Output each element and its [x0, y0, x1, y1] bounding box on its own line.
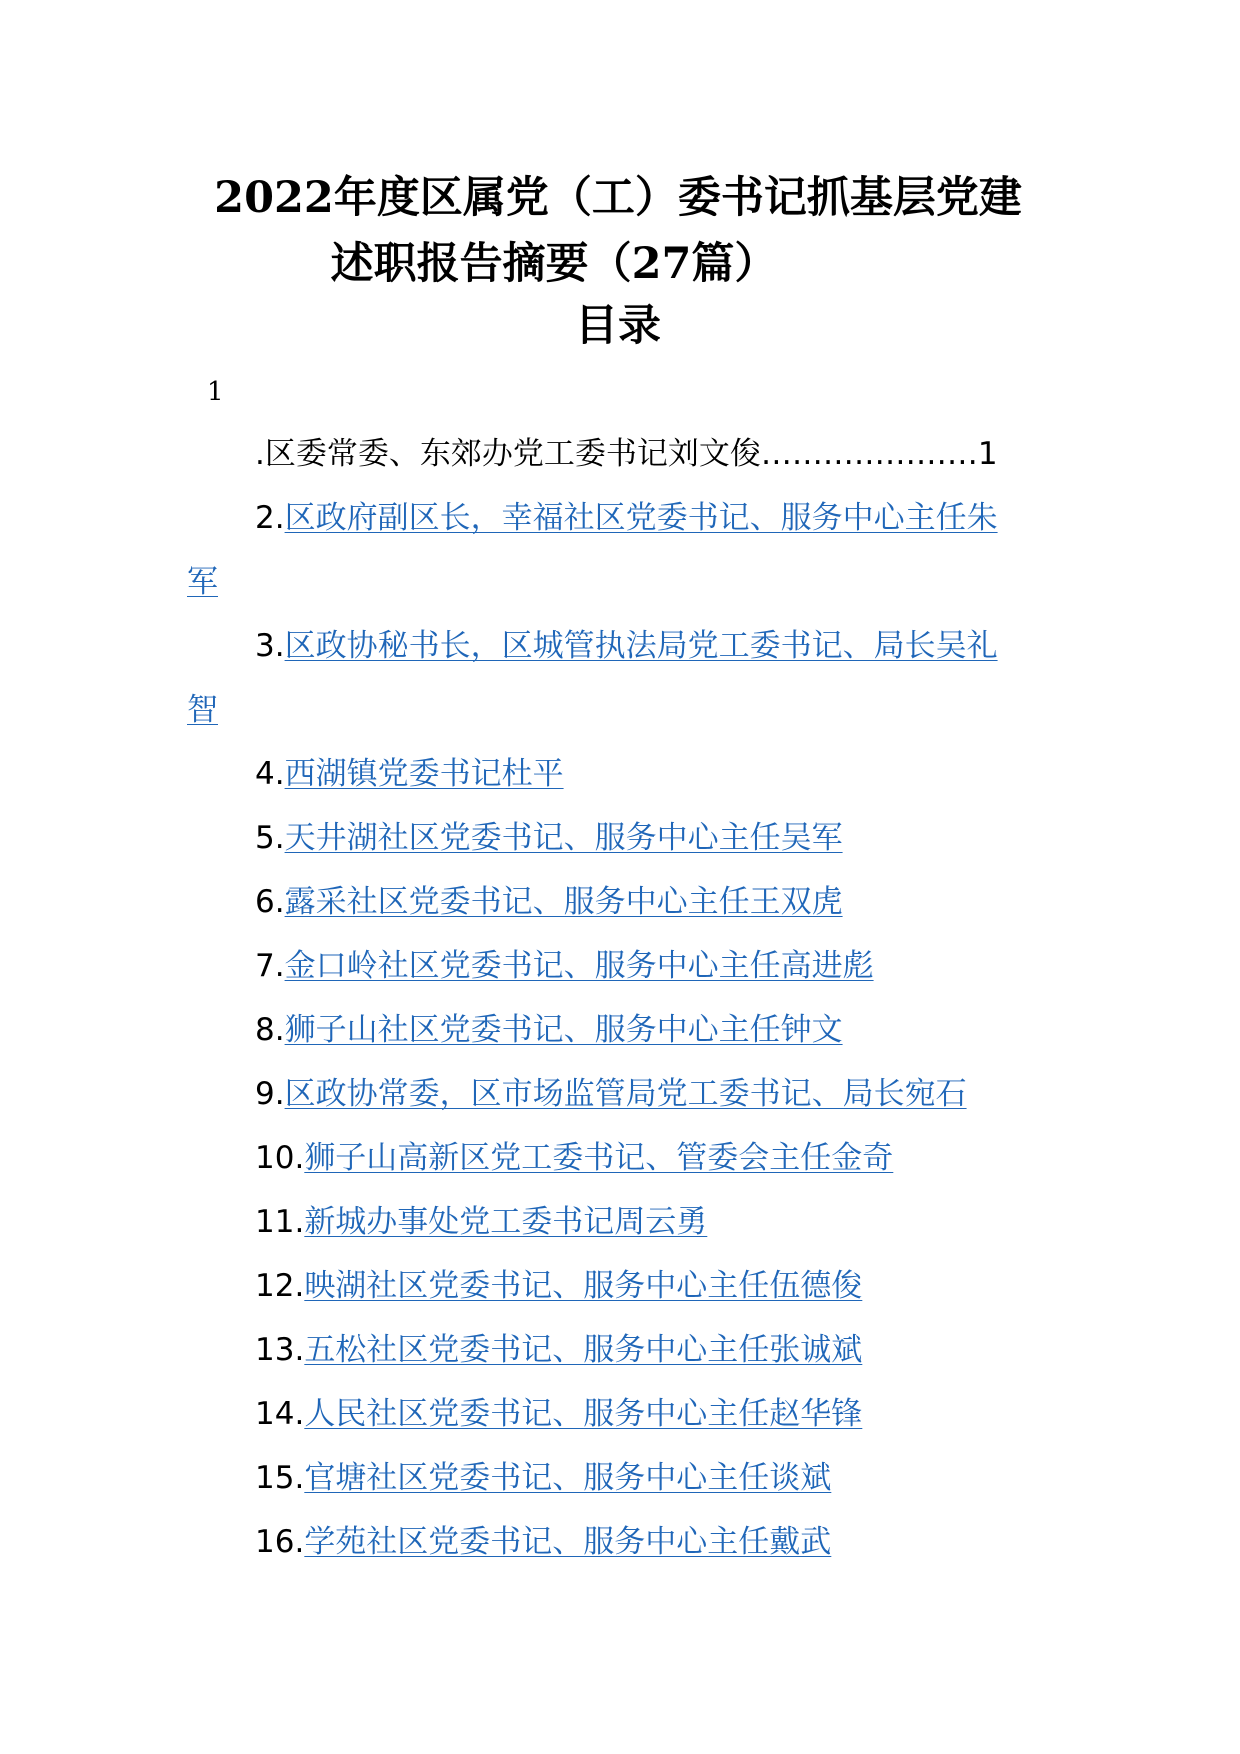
toc-entry-number: 10.	[255, 1140, 305, 1176]
toc-entry-number: 14.	[255, 1396, 305, 1432]
toc-link[interactable]: 露采社区党委书记、服务中心主任王双虎	[284, 884, 843, 920]
toc-entry-number: 6.	[255, 884, 285, 920]
toc-entry-2-continuation[interactable]	[187, 550, 1057, 614]
toc-entry-number: 13.	[255, 1332, 305, 1368]
toc-entry-12[interactable]	[187, 1318, 1125, 1382]
toc-link[interactable]: 学苑社区党委书记、服务中心主任戴武	[304, 1524, 832, 1560]
toc-link[interactable]: 金口岭社区党委书记、服务中心主任高进彪	[284, 948, 874, 984]
toc-link[interactable]: 区政府副区长，幸福社区党委书记、服务中心主任朱	[284, 500, 998, 536]
toc-link[interactable]: 区政协秘书长，区城管执法局党工委书记、局长吴礼	[284, 628, 998, 664]
toc-entry-4[interactable]	[187, 806, 1125, 870]
toc-entry-3-continuation[interactable]	[187, 678, 1057, 742]
toc-entry-3[interactable]	[187, 614, 1125, 678]
toc-entry-11[interactable]	[187, 1254, 1125, 1318]
toc-entry-number: 12.	[255, 1268, 305, 1304]
toc-entry-15[interactable]	[187, 1510, 1125, 1574]
toc-entry-number: 15.	[255, 1460, 305, 1496]
toc-entry-10[interactable]	[187, 1190, 1125, 1254]
toc-entry-number: 7.	[255, 948, 285, 984]
toc-entry-5[interactable]	[187, 870, 1125, 934]
toc-entry-number: 11.	[255, 1204, 305, 1240]
document-title-line2: 述职报告摘要（27篇）	[330, 239, 778, 289]
toc-page-number: 1	[977, 436, 998, 472]
toc-link[interactable]: 官塘社区党委书记、服务中心主任谈斌	[304, 1460, 832, 1496]
toc-link[interactable]: 天井湖社区党委书记、服务中心主任吴军	[284, 820, 843, 856]
toc-link[interactable]: 新城办事处党工委书记周云勇	[304, 1204, 708, 1240]
toc-link[interactable]: 映湖社区党委书记、服务中心主任伍德俊	[304, 1268, 863, 1304]
toc-link[interactable]: 西湖镇党委书记杜平	[284, 756, 564, 792]
toc-link[interactable]: 狮子山高新区党工委书记、管委会主任金奇	[304, 1140, 894, 1176]
toc-link[interactable]: 狮子山社区党委书记、服务中心主任钟文	[284, 1012, 843, 1048]
toc-link[interactable]: 区政协常委，区市场监管局党工委书记、局长宛石	[284, 1076, 967, 1112]
toc-entry-number: 8.	[255, 1012, 285, 1048]
toc-entry-2[interactable]	[187, 486, 1125, 550]
toc-entry-number: 2.	[255, 500, 285, 536]
toc-entry-14[interactable]	[187, 1446, 1125, 1510]
toc-heading: 目录	[575, 301, 661, 351]
toc-entry-6[interactable]	[187, 934, 1125, 998]
toc-entry-8[interactable]	[187, 1062, 1125, 1126]
toc-entry-9[interactable]	[187, 1126, 1125, 1190]
toc-link[interactable]: 五松社区党委书记、服务中心主任张诚斌	[304, 1332, 863, 1368]
toc-link[interactable]: 人民社区党委书记、服务中心主任赵华锋	[304, 1396, 863, 1432]
toc-link-continuation[interactable]: 军	[187, 564, 218, 600]
toc-entry-1	[187, 422, 1125, 486]
toc-entry-7[interactable]	[187, 998, 1125, 1062]
toc-entry-number: 5.	[255, 820, 285, 856]
toc-link-continuation[interactable]: 智	[187, 692, 218, 728]
document-title-line1: 2022年度区属党（工）委书记抓基层党建	[214, 173, 1022, 223]
toc-entry-number: 3.	[255, 628, 285, 664]
toc-entry-number: 16.	[255, 1524, 305, 1560]
toc-leader-dots: …………………	[760, 436, 978, 472]
footnote-marker: 1	[207, 377, 224, 407]
toc-entry-text: .区委常委、东郊办党工委书记刘文俊	[255, 436, 761, 472]
toc-entry-3[interactable]	[187, 742, 1125, 806]
toc-entry-number: 9.	[255, 1076, 285, 1112]
toc-entry-13[interactable]	[187, 1382, 1125, 1446]
toc-entry-number: 4.	[255, 756, 285, 792]
